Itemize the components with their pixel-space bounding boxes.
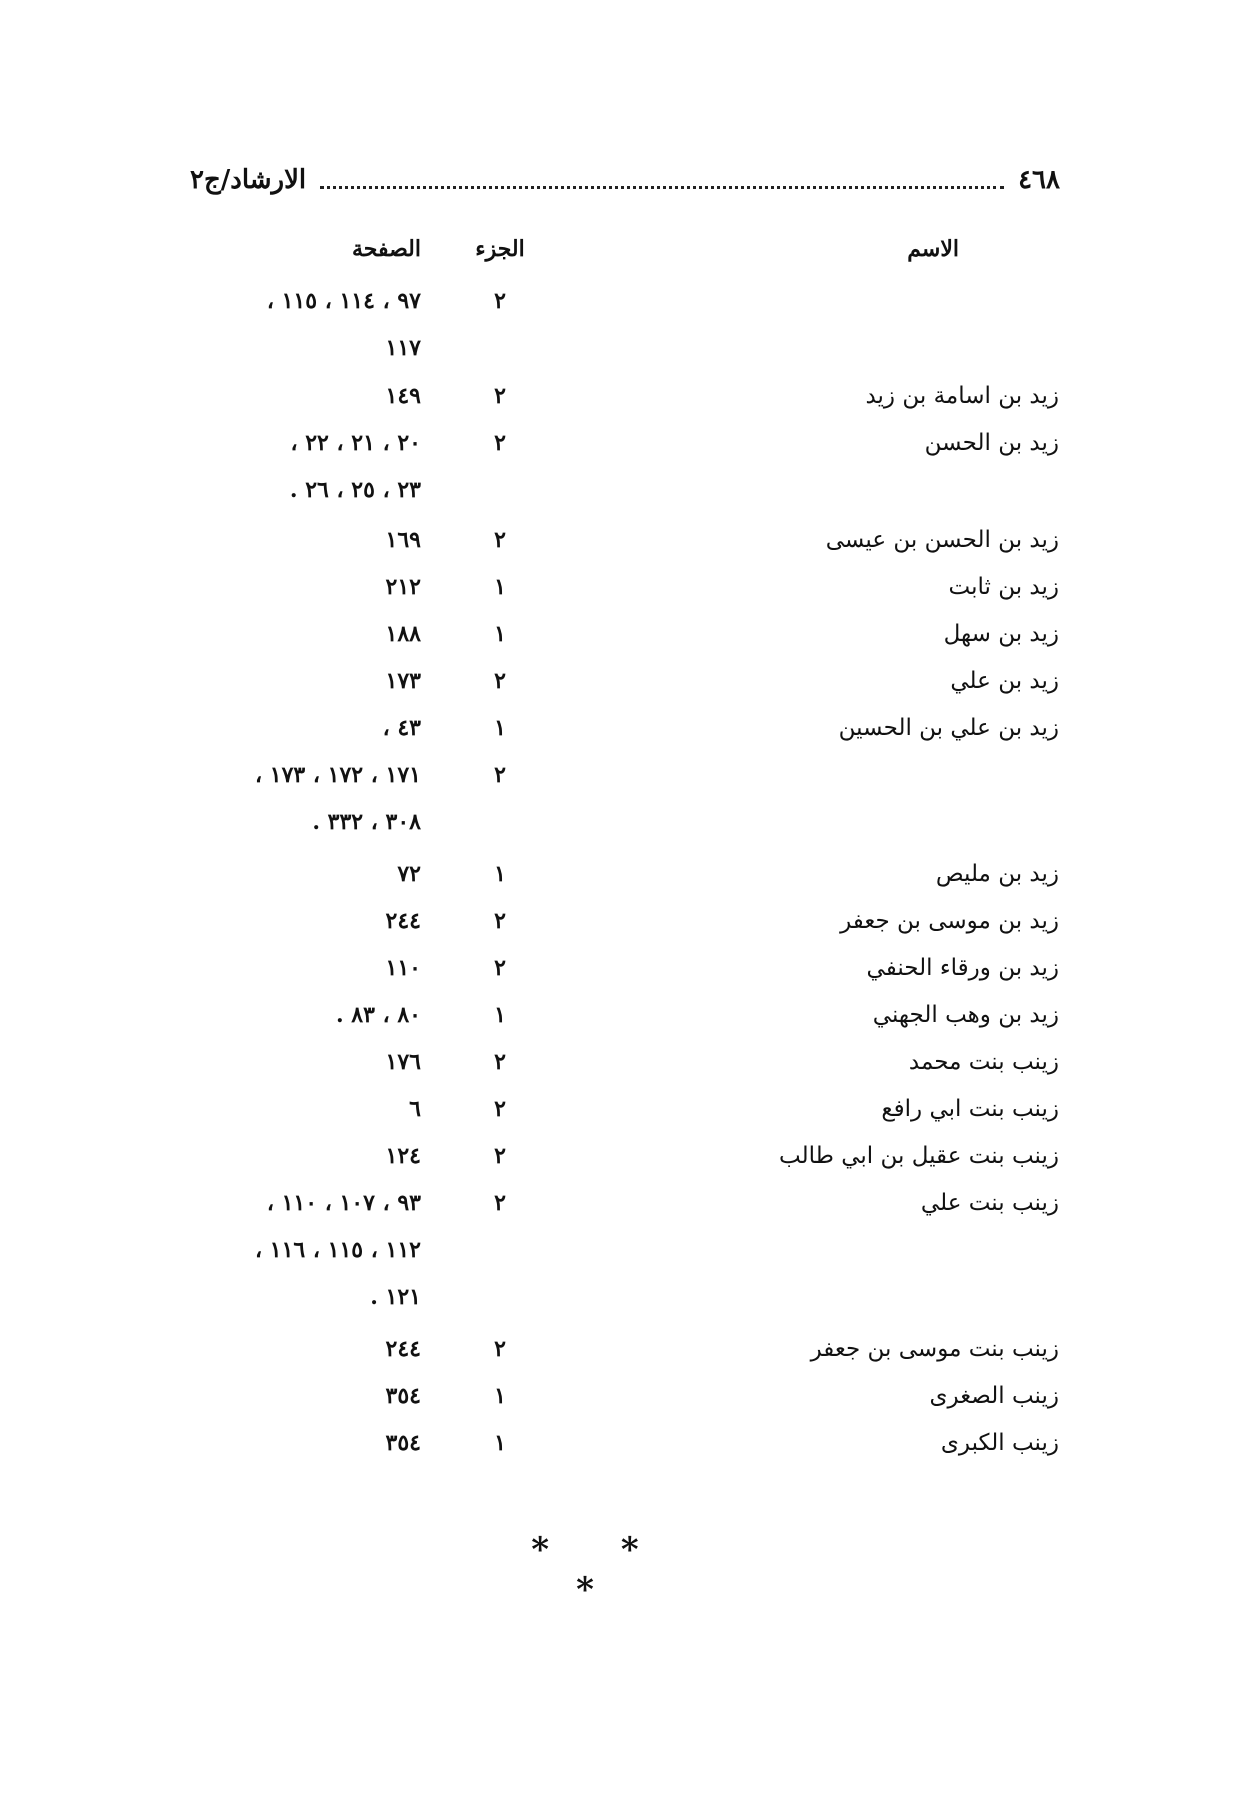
- table-row: [0, 1284, 1249, 1324]
- table-row: [0, 908, 1249, 948]
- book-title: الارشاد/ج٢: [190, 165, 307, 195]
- table-row: [0, 574, 1249, 614]
- table-row: [0, 335, 1249, 375]
- entry-pages: ٢٣ ، ٢٥ ، ٢٦ .: [289, 477, 421, 503]
- entry-name: زيد بن علي بن الحسين: [838, 715, 1059, 741]
- entry-volume: ٢: [494, 1143, 506, 1169]
- table-row: [0, 1190, 1249, 1230]
- end-ornament: * * *: [531, 1530, 669, 1610]
- entry-pages: ٤٣ ،: [382, 715, 421, 741]
- entry-pages: ١٢١ .: [370, 1284, 421, 1310]
- entry-pages: ١٢٤: [385, 1143, 421, 1169]
- column-header-page: الصفحة: [351, 236, 421, 262]
- entry-name: زيد بن ورقاء الحنفي: [866, 955, 1059, 981]
- entry-volume: ١: [494, 715, 506, 741]
- entry-volume: ٢: [494, 1096, 506, 1122]
- table-row: [0, 477, 1249, 517]
- entry-pages: ٢٠ ، ٢١ ، ٢٢ ،: [290, 430, 421, 456]
- entry-pages: ٢١٢: [385, 574, 421, 600]
- entry-pages: ١٧٣: [385, 668, 421, 694]
- entry-pages: ٨٠ ، ٨٣ .: [335, 1002, 421, 1028]
- entry-name: زيد بن علي: [950, 668, 1059, 694]
- entry-volume: ١: [494, 621, 506, 647]
- table-row: [0, 430, 1249, 470]
- column-header-name: الاسم: [907, 236, 959, 262]
- entry-volume: ٢: [494, 762, 506, 788]
- entry-pages: ١٧١ ، ١٧٢ ، ١٧٣ ،: [255, 762, 421, 788]
- entry-name: زيد بن الحسن بن عيسى: [825, 527, 1059, 553]
- entry-volume: ٢: [494, 668, 506, 694]
- entry-name: زيد بن سهل: [943, 621, 1059, 647]
- table-row: [0, 288, 1249, 328]
- page-number: ٤٦٨: [1018, 165, 1060, 195]
- table-row: [0, 715, 1249, 755]
- entry-name: زينب الكبرى: [940, 1430, 1059, 1456]
- table-row: [0, 955, 1249, 995]
- entry-name: زيد بن ثابت: [948, 574, 1059, 600]
- entry-volume: ٢: [494, 430, 506, 456]
- entry-volume: ١: [494, 1430, 506, 1456]
- entry-pages: ١٧٦: [385, 1049, 421, 1075]
- entry-volume: ١: [494, 861, 506, 887]
- table-row: [0, 527, 1249, 567]
- entry-name: زينب بنت علي: [920, 1190, 1059, 1216]
- entry-volume: ٢: [494, 908, 506, 934]
- entry-pages: ١٨٨: [385, 621, 421, 647]
- header-dot-leader: [320, 172, 1004, 189]
- entry-name: زينب بنت محمد: [908, 1049, 1059, 1075]
- entry-name: زينب الصغرى: [929, 1383, 1059, 1409]
- entry-volume: ٢: [494, 1049, 506, 1075]
- entry-name: زينب بنت موسى بن جعفر: [810, 1336, 1059, 1362]
- table-row: [0, 1336, 1249, 1376]
- table-row: [0, 383, 1249, 423]
- entry-name: زيد بن اسامة بن زيد: [865, 383, 1059, 409]
- table-row: [0, 1430, 1249, 1470]
- entry-pages: ٦: [409, 1096, 421, 1122]
- entry-pages: ٢٤٤: [385, 1336, 421, 1362]
- entry-pages: ٧٢: [397, 861, 421, 887]
- table-row: [0, 861, 1249, 901]
- entry-name: زيد بن وهب الجهني: [872, 1002, 1059, 1028]
- table-row: [0, 1383, 1249, 1423]
- entry-pages: ١٤٩: [385, 383, 421, 409]
- entry-pages: ١٦٩: [385, 527, 421, 553]
- entry-volume: ٢: [494, 288, 506, 314]
- entry-pages: ١١٧: [385, 335, 421, 361]
- table-row: [0, 762, 1249, 802]
- entry-volume: ٢: [494, 1190, 506, 1216]
- table-row: [0, 1096, 1249, 1136]
- table-row: [0, 1002, 1249, 1042]
- entry-volume: ٢: [494, 527, 506, 553]
- table-row: [0, 668, 1249, 708]
- entry-pages: ٣٥٤: [385, 1383, 421, 1409]
- entry-volume: ٢: [494, 955, 506, 981]
- table-row: [0, 1143, 1249, 1183]
- entry-name: زيد بن موسى بن جعفر: [840, 908, 1059, 934]
- entry-pages: ٩٣ ، ١٠٧ ، ١١٠ ،: [266, 1190, 421, 1216]
- entry-pages: ١١٢ ، ١١٥ ، ١١٦ ،: [255, 1237, 421, 1263]
- column-header-volume: الجزء: [475, 236, 525, 262]
- entry-name: زيد بن الحسن: [924, 430, 1059, 456]
- entry-volume: ١: [494, 1383, 506, 1409]
- page-header: [190, 160, 1060, 200]
- entry-volume: ٢: [494, 383, 506, 409]
- entry-pages: ٣٥٤: [385, 1430, 421, 1456]
- entry-volume: ١: [494, 574, 506, 600]
- entry-name: زيد بن مليص: [935, 861, 1059, 887]
- table-row: [0, 809, 1249, 849]
- table-row: [0, 621, 1249, 661]
- entry-pages: ١١٠: [385, 955, 421, 981]
- entry-name: زينب بنت ابي رافع: [881, 1096, 1059, 1122]
- entry-pages: ٢٤٤: [385, 908, 421, 934]
- entry-volume: ١: [494, 1002, 506, 1028]
- entry-pages: ٩٧ ، ١١٤ ، ١١٥ ،: [266, 288, 421, 314]
- entry-name: زينب بنت عقيل بن ابي طالب: [778, 1143, 1059, 1169]
- table-row: [0, 1049, 1249, 1089]
- entry-volume: ٢: [494, 1336, 506, 1362]
- entry-pages: ٣٠٨ ، ٣٣٢ .: [312, 809, 421, 835]
- table-row: [0, 1237, 1249, 1277]
